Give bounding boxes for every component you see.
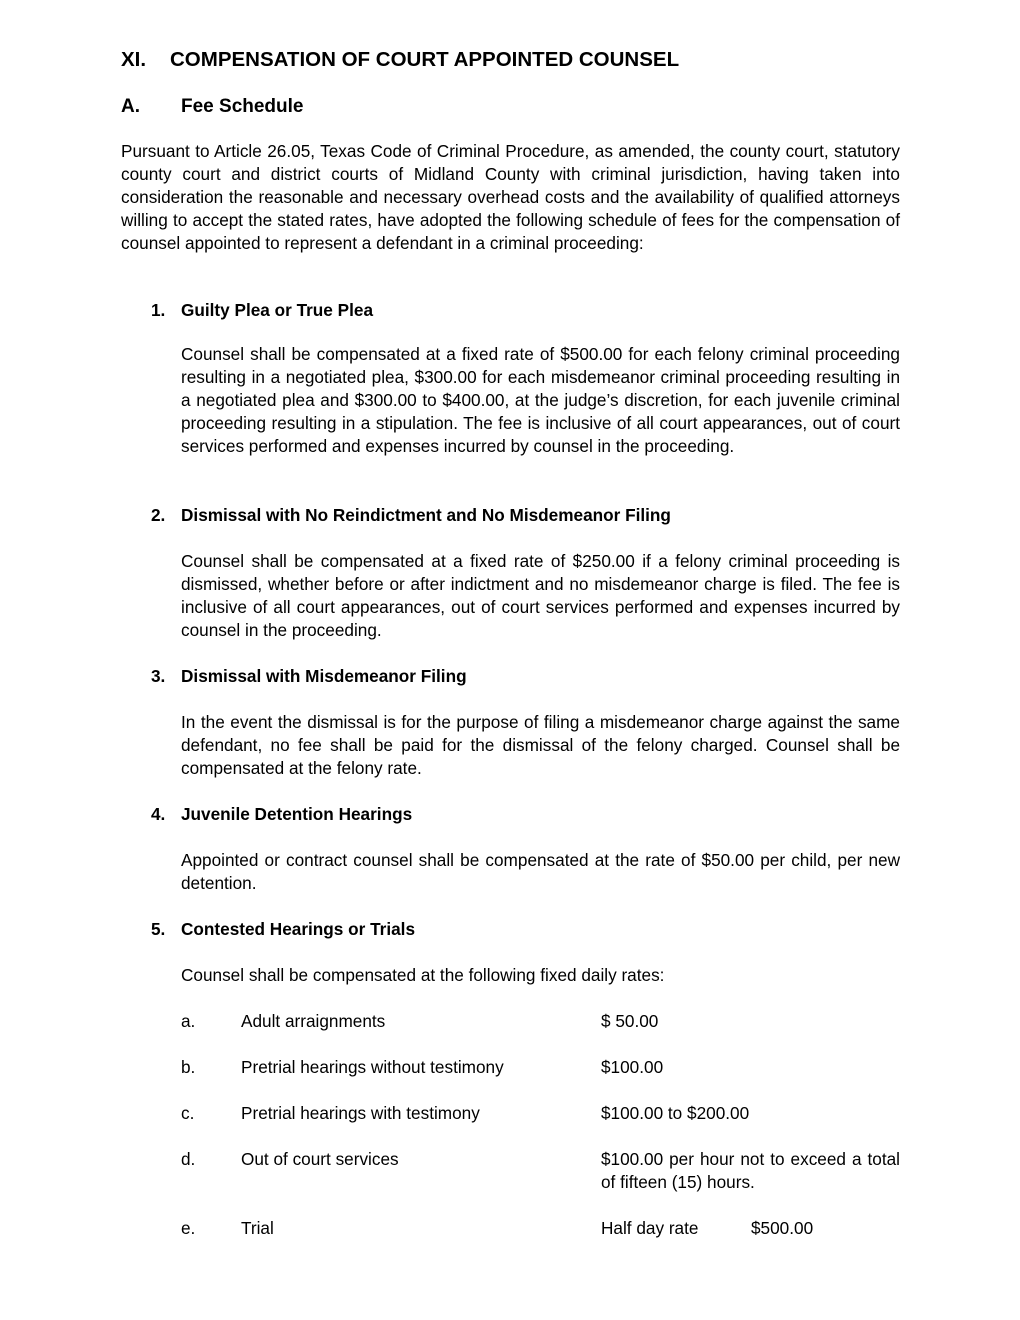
subsection-heading <box>151 918 415 941</box>
subsection-body: Appointed or contract counsel shall be compensated at the rate of $50.00 per child, per new detention. <box>181 850 900 893</box>
subsection-body: In the event the dismissal is for the purpose of filing a misdemeanor charge against the same defendant, no fee shall be paid for the dismissal of the felony charged. Counsel shall be compensated at the felony rate. <box>181 712 900 778</box>
rate-value: $ 50.00 <box>601 1011 659 1031</box>
section-text: Fee Schedule <box>181 96 304 117</box>
rate-letter: a. <box>181 1011 196 1031</box>
subsection-title: Dismissal with Misdemeanor Filing <box>181 666 467 686</box>
rate-label: Adult arraignments <box>241 1011 386 1031</box>
rate-value: Half day rate <box>601 1218 699 1238</box>
page-title <box>121 47 679 73</box>
rate-letter: b. <box>181 1057 196 1077</box>
rate-value: $100.00 <box>601 1057 664 1077</box>
subsection-number: 5. <box>151 919 166 939</box>
rate-letter: c. <box>181 1103 195 1123</box>
intro-paragraph: Pursuant to Article 26.05, Texas Code of Criminal Procedure, as amended, the county court, statutory county court and district courts of Midland County with criminal jurisdiction, having taken into consideration the reasonable and necessary overhead costs and the availability of qualified attorneys willing to accept the stated rates, have adopted the following schedule of fees for the compensation of counsel appointed to represent a defendant in a criminal proceeding: <box>121 141 900 253</box>
subsection-heading <box>151 504 671 527</box>
subsection-title: Guilty Plea or True Plea <box>181 300 373 320</box>
subsection-number: 4. <box>151 804 166 824</box>
rate-label: Pretrial hearings with testimony <box>241 1103 480 1123</box>
rate-letter: e. <box>181 1218 196 1238</box>
rate-label: Trial <box>241 1218 274 1238</box>
rate-value-amount: $500.00 <box>751 1218 814 1238</box>
title-number: XI. <box>121 48 147 71</box>
subsection-title: Contested Hearings or Trials <box>181 919 416 939</box>
rate-label: Pretrial hearings without testimony <box>241 1057 504 1077</box>
title-text: COMPENSATION OF COURT APPOINTED COUNSEL <box>170 48 680 71</box>
section-letter: A. <box>121 96 140 117</box>
subsection-body: Counsel shall be compensated at the following fixed daily rates: <box>181 965 665 985</box>
subsection-number: 2. <box>151 505 166 525</box>
subsection-title: Juvenile Detention Hearings <box>181 804 413 824</box>
rate-label: Out of court services <box>241 1149 399 1169</box>
subsection-number: 1. <box>151 300 166 320</box>
subsection-body: Counsel shall be compensated at a fixed rate of $250.00 if a felony criminal proceeding is dismissed, whether before or after indictment and no misdemeanor charge is filed. The fee is inclusive of all court appearances, out of court services performed and expenses incurred by counsel in the proceeding. <box>181 551 900 640</box>
subsection-heading <box>151 803 412 826</box>
subsection-number: 3. <box>151 666 166 686</box>
rate-value: $100.00 per hour not to exceed a total of fifteen (15) hours. <box>601 1149 900 1192</box>
rate-value: $100.00 to $200.00 <box>601 1103 750 1123</box>
section-heading <box>121 94 304 120</box>
subsection-heading <box>151 299 373 322</box>
subsection-title: Dismissal with No Reindictment and No Misdemeanor Filing <box>181 505 671 525</box>
subsection-heading <box>151 665 467 688</box>
subsection-body: Counsel shall be compensated at a fixed rate of $500.00 for each felony criminal proceeding resulting in a negotiated plea, $300.00 for each misdemeanor criminal proceeding resulting in a negotiated plea and $300.00 to $400.00, at the judge’s discretion, for each juvenile criminal proceeding resulting in a stipulation. The fee is inclusive of all court appearances, out of court services performed and expenses incurred by counsel in the proceeding. <box>181 344 900 456</box>
rate-letter: d. <box>181 1149 196 1169</box>
